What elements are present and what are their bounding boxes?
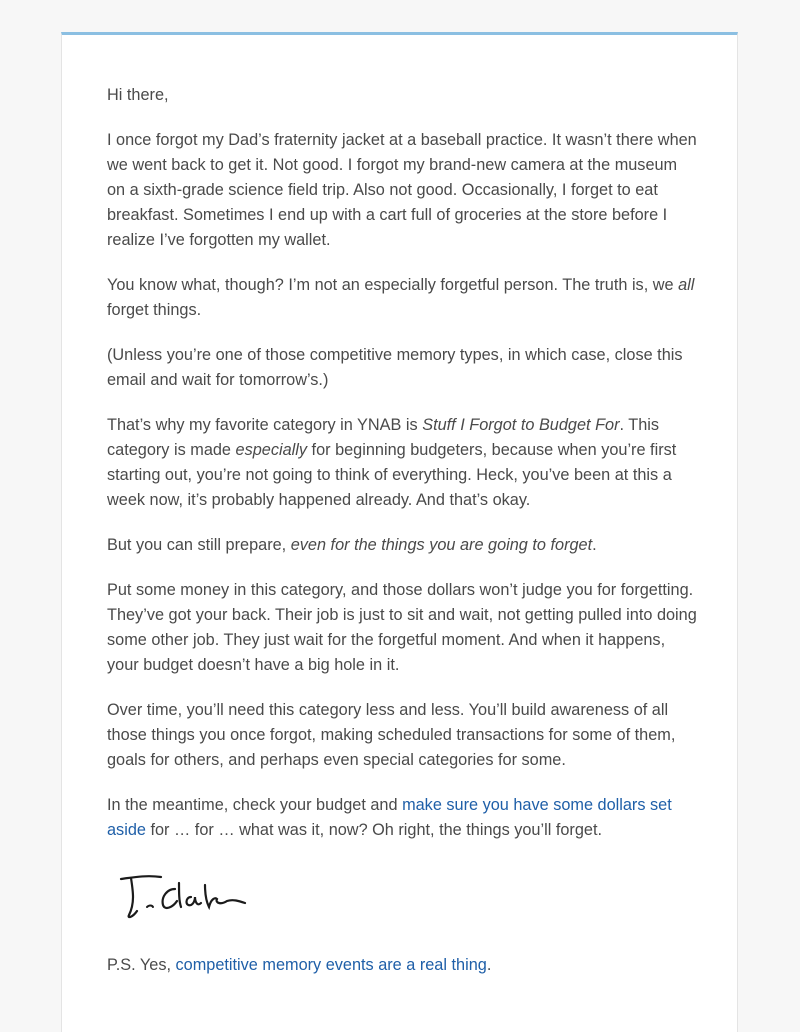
paragraph-text: P.S. Yes, [107, 956, 176, 974]
memory-events-link[interactable]: competitive memory events are a real thing [175, 956, 487, 974]
paragraph-text: for … for … what was it, now? Oh right, the things you’ll forget. [145, 821, 603, 839]
paragraph-text: (Unless you’re one of those competitive memory types, in which case, close this email and wait for tomorrow’s.) [107, 346, 683, 389]
paragraph-put-money [107, 578, 697, 678]
paragraph-text: But you can still prepare, [107, 536, 291, 554]
paragraph-text: You know what, though? I’m not an especially forgetful person. The truth is, we [107, 276, 679, 294]
greeting-text: Hi there, [107, 86, 169, 104]
paragraph-text: Over time, you’ll need this category less and less. You’ll build awareness of all those things you once forgot, making scheduled transactions for some of them, goals for others, and perhaps even special categories for some. [107, 701, 676, 769]
paragraph-ps [107, 953, 697, 978]
paragraph-text: I once forgot my Dad’s fraternity jacket at a baseball practice. It wasn’t there when we went back to get it. Not good. I forgot my brand-new camera at the museum on a sixth-grade science field trip. Also not good. Occasionally, I forget to eat breakfast. Sometimes I end up with a cart full of groceries at the store before I realize I’ve forgotten my wallet. [107, 131, 697, 249]
emphasis-text: especially [235, 441, 308, 459]
paragraph-text: Put some money in this category, and those dollars won’t judge you for forgetting. They’ve got your back. Their job is just to sit and wait, not getting pulled into doing some other job. They just wait for the forgetful moment. And when it happens, your budget doesn’t have a big hole in it. [107, 581, 697, 674]
email-body [107, 83, 697, 998]
paragraph-text: for beginning budgeters, because when you’re first starting out, you’re not going to think of everything. Heck, you’ve been at this a week now, it’s probably happened already. And that’s okay. [107, 441, 677, 509]
paragraph-not-forgetful [107, 273, 697, 323]
emphasis-text: Stuff I Forgot to Budget For [422, 416, 620, 434]
paragraph-forgotten-items [107, 128, 697, 253]
emphasis-text: all [678, 276, 695, 294]
paragraph-memory-types [107, 343, 697, 393]
paragraph-text: forget things. [107, 301, 202, 319]
paragraph-text: . This category is made [107, 416, 660, 459]
paragraph-prepare [107, 533, 697, 558]
paragraph-text: . [486, 956, 492, 974]
budget-link[interactable]: make sure you have some dollars set aside [107, 796, 672, 839]
email-card [61, 32, 738, 1032]
paragraph-text: . [592, 536, 597, 554]
paragraph-text: That’s why my favorite category in YNAB is [107, 416, 423, 434]
emphasis-text: even for the things you are going to forget [290, 536, 593, 554]
paragraph-over-time [107, 698, 697, 773]
paragraph-favorite-category [107, 413, 697, 513]
greeting [107, 83, 697, 108]
paragraph-text: In the meantime, check your budget and [107, 796, 403, 814]
paragraph-meantime [107, 793, 697, 843]
signature-image [117, 867, 247, 927]
